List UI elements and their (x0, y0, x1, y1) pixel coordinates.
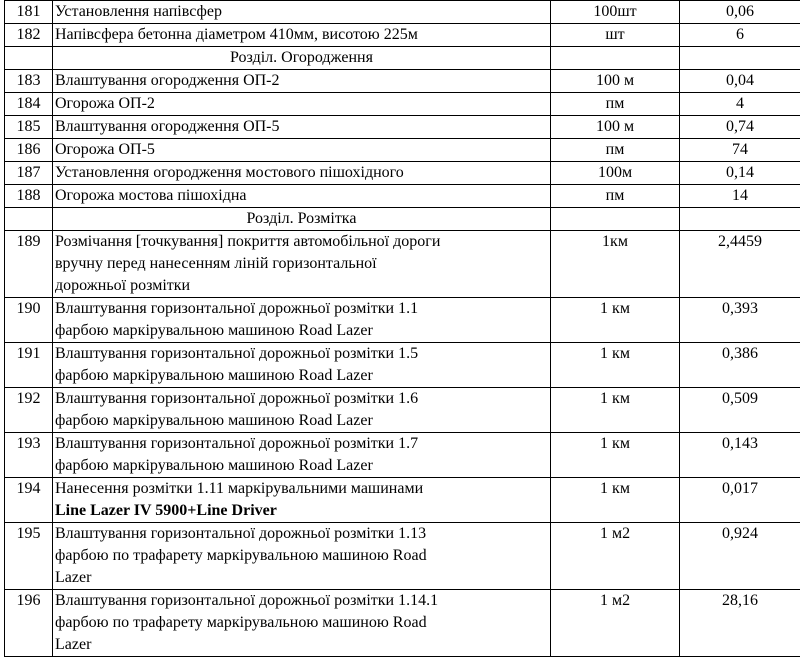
unit-of-measure: пм (551, 93, 680, 116)
unit-of-measure: 100 м (551, 70, 680, 93)
row-number: 184 (5, 93, 53, 116)
unit-of-measure: 1 км (551, 388, 680, 433)
quantity: 0,017 (680, 478, 800, 523)
table-row (5, 343, 800, 388)
unit-of-measure: 1 м2 (551, 590, 680, 657)
description-line: дорожньої розмітки (55, 275, 548, 297)
quantity: 0,74 (680, 116, 800, 139)
unit-of-measure: 1 км (551, 478, 680, 523)
description-line: Влаштування горизонтальної дорожньої розмітки 1.14.1 (55, 590, 548, 612)
work-description (53, 298, 551, 343)
description-line: вручну перед нанесенням ліній горизонтальної (55, 253, 548, 275)
description-line: Влаштування горизонтальної дорожньої розмітки 1.5 (55, 343, 548, 365)
description-line: Lazer (55, 567, 548, 589)
table-row (5, 116, 800, 139)
table-row (5, 523, 800, 590)
work-description (53, 388, 551, 433)
section-unit-cell (551, 208, 680, 231)
quantity: 0,386 (680, 343, 800, 388)
row-number: 195 (5, 523, 53, 590)
section-row (5, 47, 800, 70)
row-number: 189 (5, 231, 53, 298)
row-number: 187 (5, 162, 53, 185)
description-line: Установлення огородження мостового пішохідного (55, 162, 548, 184)
row-number: 183 (5, 70, 53, 93)
description-line: фарбою по трафарету маркірувальною машиною Road (55, 545, 548, 567)
description-line: фарбою маркірувальною машиною Road Lazer (55, 365, 548, 387)
row-number: 192 (5, 388, 53, 433)
row-number: 188 (5, 185, 53, 208)
quantity: 0,509 (680, 388, 800, 433)
work-description (53, 590, 551, 657)
unit-of-measure: 100м (551, 162, 680, 185)
estimate-sheet (4, 0, 796, 657)
row-number: 193 (5, 433, 53, 478)
description-line: Огорожа ОП-5 (55, 139, 548, 161)
work-description (53, 70, 551, 93)
unit-of-measure: 1км (551, 231, 680, 298)
estimate-table-body (5, 1, 800, 657)
description-line: Влаштування горизонтальної дорожньої розмітки 1.7 (55, 433, 548, 455)
description-line: Влаштування огородження ОП-2 (55, 70, 548, 92)
work-description (53, 24, 551, 47)
quantity: 2,4459 (680, 231, 800, 298)
row-number: 194 (5, 478, 53, 523)
description-line: фарбою маркірувальною машиною Road Lazer (55, 320, 548, 342)
table-row (5, 185, 800, 208)
description-line: Line Lazer IV 5900+Line Driver (55, 500, 548, 522)
work-description (53, 185, 551, 208)
work-description (53, 478, 551, 523)
section-num-cell (5, 47, 53, 70)
row-number: 190 (5, 298, 53, 343)
table-row (5, 70, 800, 93)
row-number: 185 (5, 116, 53, 139)
work-description (53, 231, 551, 298)
row-number: 191 (5, 343, 53, 388)
quantity: 0,14 (680, 162, 800, 185)
description-line: Огорожа мостова пішохідна (55, 185, 548, 207)
section-title: Розділ. Огородження (53, 47, 551, 70)
work-description (53, 343, 551, 388)
work-description (53, 93, 551, 116)
description-line: Влаштування горизонтальної дорожньої розмітки 1.1 (55, 298, 548, 320)
unit-of-measure: пм (551, 185, 680, 208)
quantity: 0,143 (680, 433, 800, 478)
description-line: фарбою по трафарету маркірувальною машиною Road (55, 612, 548, 634)
work-description (53, 523, 551, 590)
section-qty-cell (680, 208, 800, 231)
quantity: 0,393 (680, 298, 800, 343)
section-title: Розділ. Розмітка (53, 208, 551, 231)
work-description (53, 116, 551, 139)
table-row (5, 478, 800, 523)
work-description (53, 433, 551, 478)
table-row (5, 231, 800, 298)
description-line: Влаштування огородження ОП-5 (55, 116, 548, 138)
unit-of-measure: 1 км (551, 298, 680, 343)
unit-of-measure: 1 км (551, 433, 680, 478)
unit-of-measure: 100шт (551, 1, 680, 24)
table-row (5, 433, 800, 478)
table-row (5, 93, 800, 116)
work-description (53, 162, 551, 185)
table-row (5, 162, 800, 185)
estimate-table (4, 0, 800, 657)
description-line: фарбою маркірувальною машиною Road Lazer (55, 410, 548, 432)
unit-of-measure: 1 км (551, 343, 680, 388)
description-line: Нанесення розмітки 1.11 маркірувальними машинами (55, 478, 548, 500)
row-number: 186 (5, 139, 53, 162)
quantity: 74 (680, 139, 800, 162)
description-line: Огорожа ОП-2 (55, 93, 548, 115)
quantity: 0,06 (680, 1, 800, 24)
table-row (5, 590, 800, 657)
table-row (5, 388, 800, 433)
description-line: Влаштування горизонтальної дорожньої розмітки 1.13 (55, 523, 548, 545)
unit-of-measure: шт (551, 24, 680, 47)
description-line: Установлення напівсфер (55, 1, 548, 23)
row-number: 182 (5, 24, 53, 47)
section-num-cell (5, 208, 53, 231)
section-qty-cell (680, 47, 800, 70)
quantity: 28,16 (680, 590, 800, 657)
row-number: 181 (5, 1, 53, 24)
unit-of-measure: пм (551, 139, 680, 162)
unit-of-measure: 100 м (551, 116, 680, 139)
table-row (5, 1, 800, 24)
description-line: Влаштування горизонтальної дорожньої розмітки 1.6 (55, 388, 548, 410)
quantity: 14 (680, 185, 800, 208)
unit-of-measure: 1 м2 (551, 523, 680, 590)
quantity: 0,924 (680, 523, 800, 590)
section-row (5, 208, 800, 231)
work-description (53, 1, 551, 24)
work-description (53, 139, 551, 162)
quantity: 4 (680, 93, 800, 116)
table-row (5, 24, 800, 47)
description-line: Розмічання [точкування] покриття автомобільної дороги (55, 231, 548, 253)
description-line: фарбою маркірувальною машиною Road Lazer (55, 455, 548, 477)
row-number: 196 (5, 590, 53, 657)
quantity: 0,04 (680, 70, 800, 93)
description-line: Напівсфера бетонна діаметром 410мм, висотою 225м (55, 24, 548, 46)
table-row (5, 139, 800, 162)
section-unit-cell (551, 47, 680, 70)
description-line: Lazer (55, 634, 548, 656)
quantity: 6 (680, 24, 800, 47)
table-row (5, 298, 800, 343)
